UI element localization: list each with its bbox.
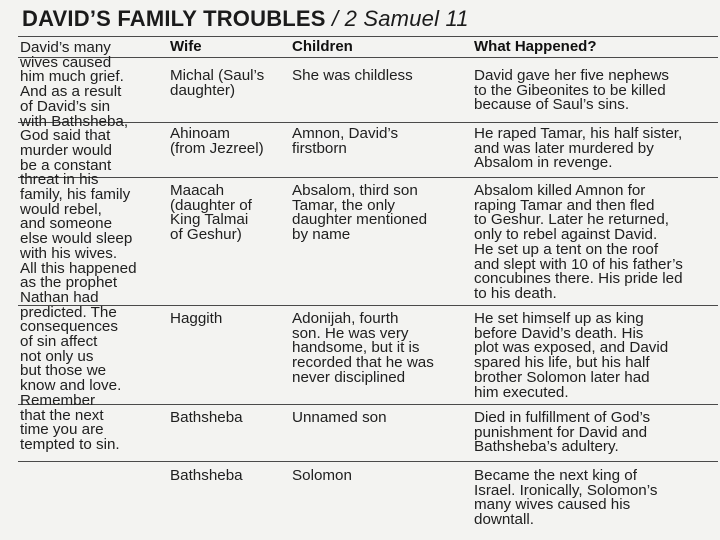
header-top-rule xyxy=(18,36,718,37)
title-main: DAVID’S FAMILY TROUBLES xyxy=(22,6,326,31)
row-5-wife: Bathsheba xyxy=(170,409,243,426)
column-header-wife: Wife xyxy=(170,38,202,55)
row-1-what-happened: David gave her five nephews to the Gibeonites to be killed because of Saul’s sins. xyxy=(474,67,670,114)
side-note: David’s many wives caused him much grief. And as a result of David’s sin with Bathsheba, God said that murder would be a constant threat in his family, his family would rebel, and someone else would sleep with his wives. All this happened as the prophet Nathan had predicted. The consequences of sin affect not only us but those we know and love. Remember that the next time you are tempted to sin. xyxy=(20,39,137,453)
row-4-what-happened: He set himself up as king before David’s death. His plot was exposed, and David spared his life, but his half brother Solomon later had him executed. xyxy=(474,310,669,401)
row-6-wife: Bathsheba xyxy=(170,467,243,484)
row-1-wife: Michal (Saul’s daughter) xyxy=(170,67,265,99)
row-6-what-happened: Became the next king of Israel. Ironically, Solomon’s many wives caused his downtall. xyxy=(474,467,658,529)
row-3-what-happened: Absalom killed Amnon for raping Tamar and then fled to Geshur. Later he returned, only to rebel against David. He set up a tent on the roof and slept with 10 of his father’s concubines there. His pride led to his death. xyxy=(474,182,683,302)
column-header-what-happened: What Happened? xyxy=(474,38,597,55)
row-4-children: Adonijah, fourth son. He was very handsome, but it is recorded that he was never disciplined xyxy=(292,310,434,386)
row-2-wife: Ahinoam (from Jezreel) xyxy=(170,125,264,157)
row-3-children: Absalom, third son Tamar, the only daughter mentioned by name xyxy=(292,182,428,244)
row-4-wife: Haggith xyxy=(170,310,223,327)
title-scripture-reference: / 2 Samuel 11 xyxy=(332,6,469,31)
row-2-children: Amnon, David’s firstborn xyxy=(292,125,399,157)
row-1-children: She was childless xyxy=(292,67,413,84)
row-5-what-happened: Died in fulfillment of God’s punishment for David and Bathsheba’s adultery. xyxy=(474,409,651,456)
row-divider-5 xyxy=(18,461,718,462)
row-5-children: Unnamed son xyxy=(292,409,387,426)
row-2-what-happened: He raped Tamar, his half sister, and was later murdered by Absalom in revenge. xyxy=(474,125,683,172)
column-header-children: Children xyxy=(292,38,353,55)
page-title xyxy=(22,6,469,32)
row-6-children: Solomon xyxy=(292,467,352,484)
row-3-wife: Maacah (daughter of King Talmai of Geshur) xyxy=(170,182,252,244)
